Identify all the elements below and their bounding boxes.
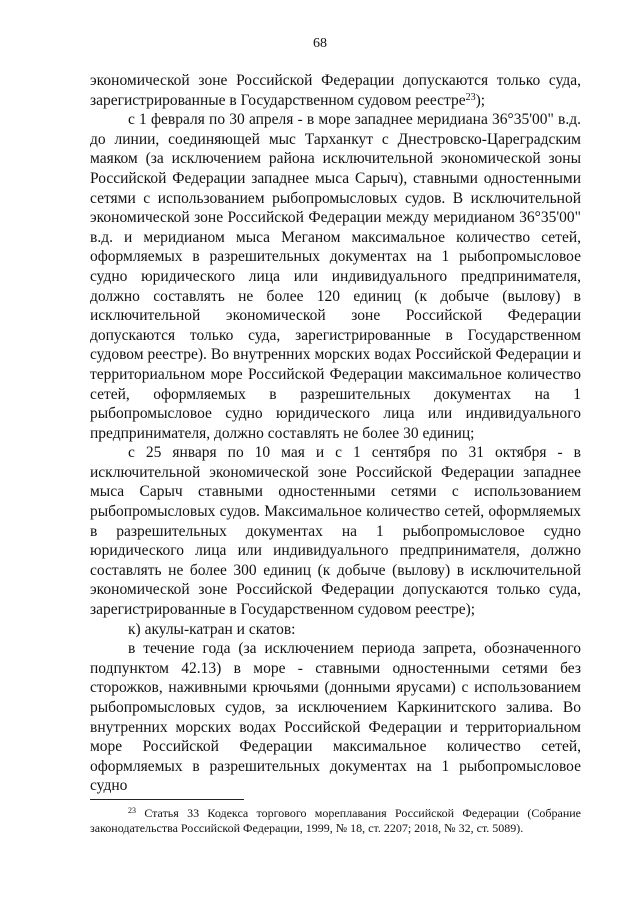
paragraph-text: экономической зоне Российской Федерации допускаются только суда, зарегистрированные в Государственном судовом реестре [90, 72, 581, 109]
paragraph-feb-apr: с 1 февраля по 30 апреля - в море западнее меридиана 36°35'00" в.д. до линии, соединяющей мыс Тарханкут с Днестровско-Цареградским маяком (за исключением района исключительной экономической зоны Российской Федерации западнее мыса Сарыч), ставными одностенными сетями с использованием рыбопромысловых судов. В исключительной экономической зоне Российской Федерации между меридианом 36°35'00" в.д. и меридианом мыса Меганом максимальное количество сетей, оформляемых в разрешительных документах на 1 рыбопромысловое судно юридического лица или индивидуального предпринимателя, должно составлять не более 120 единиц (к добыче (вылову) в исключительной экономической зоне Российской Федерации допускаются только суда, зарегистрированные в Государственном судовом реестре). Во внутренних морских водах Российской Федерации и территориальном море Российской Федерации максимальное количество сетей, оформляемых в разрешительных документах на 1 рыбопромысловое судно юридического лица или индивидуального предпринимателя, должно составлять не более 30 единиц; [90, 111, 581, 442]
footnote-mark: 23 [128, 806, 136, 815]
footnote-reference: 23 [465, 91, 476, 103]
footnote [90, 806, 581, 836]
paragraph-jan-may-sep-oct: с 25 января по 10 мая и с 1 сентября по 31 октября - в исключительной экономической зоне Российской Федерации западнее мыса Сарыч ставными одностенными сетями с использованием рыбопромысловых судов. Максимальное количество сетей, оформляемых в разрешительных документах на 1 рыбопромысловое судно юридического лица или индивидуального предпринимателя, должно составлять не более 300 единиц (к добыче (вылову) в исключительной экономической зоне Российской Федерации допускаются только суда, зарегистрированные в Государственном судовом реестре); [90, 444, 581, 619]
paragraph-tail: ); [475, 91, 486, 109]
paragraph-year-round: в течение года (за исключением периода запрета, обозначенного подпунктом 42.13) в море - ставными одностенными сетями без сторожков, наживными крючьями (донными ярусами) с использованием рыбопромысловых судов, за исключением Каркинитского залива. Во внутренних морских водах Российской Федерации и территориальном море Российской Федерации максимальное количество сетей, оформляемых в разрешительных документах на 1 рыбопромысловое судно [90, 640, 581, 795]
page-number: 68 [313, 36, 327, 51]
paragraph-item-k-heading: к) акулы-катран и скатов: [128, 620, 296, 638]
body-text [90, 71, 581, 796]
paragraph-continuation [90, 71, 581, 110]
footnote-separator [90, 799, 244, 800]
footnote-text: Статья 33 Кодекса торгового мореплавания Российской Федерации (Собрание законодательства Российской Федерации, 1999, № 18, ст. 2207; 2018, № 32, ст. 5089). [90, 806, 581, 835]
